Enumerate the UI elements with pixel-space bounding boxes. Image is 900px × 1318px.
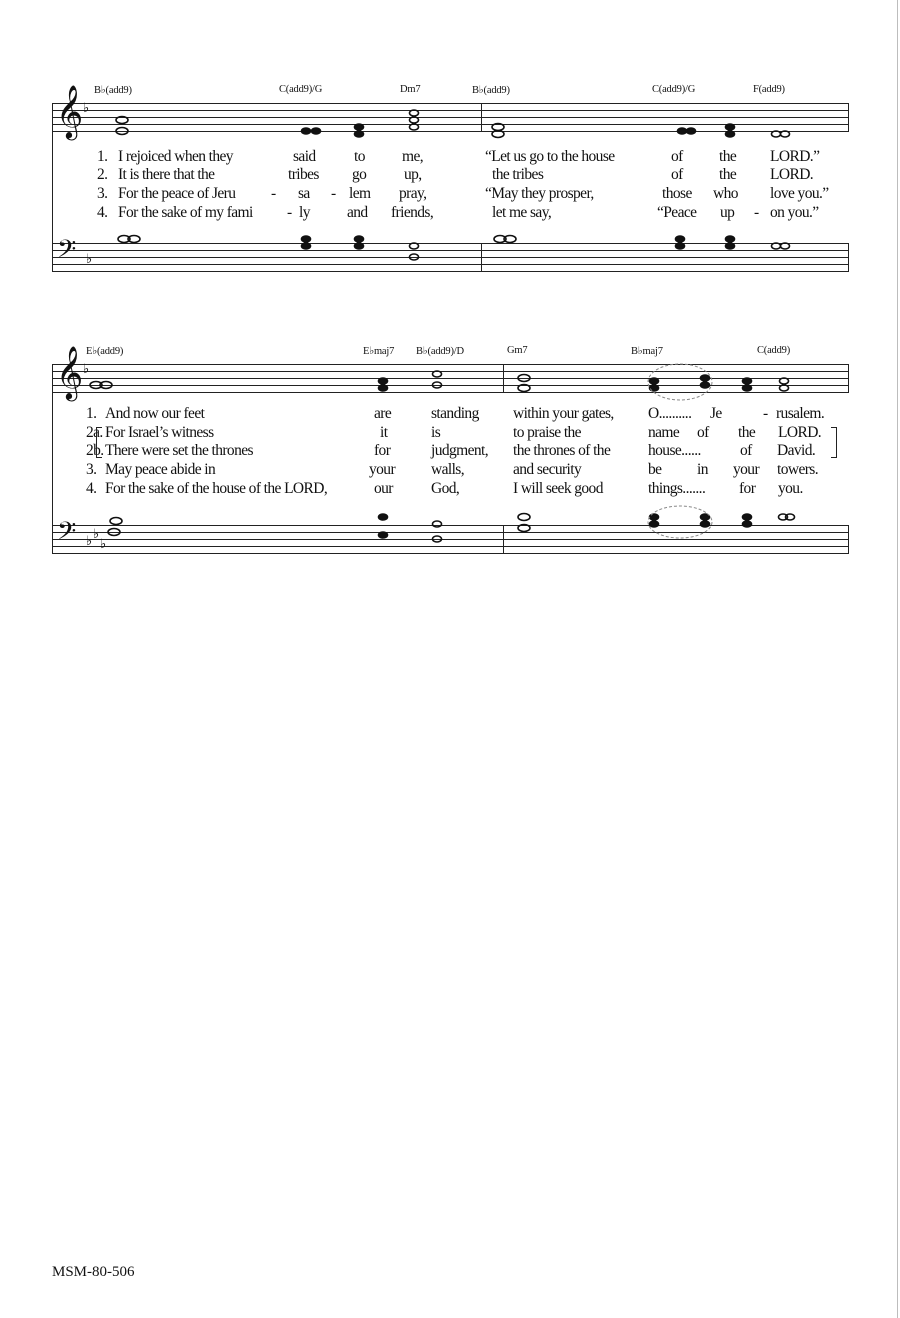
- notehead: [743, 378, 752, 391]
- key-signature-flat-icon: ♭: [93, 527, 100, 542]
- treble-clef-icon: 𝄞: [56, 345, 84, 399]
- chord-symbol: E♭maj7: [363, 346, 395, 357]
- notehead: [701, 514, 710, 527]
- notehead: [302, 236, 311, 249]
- notation-noteheads: [0, 0, 900, 600]
- lyric-syllable: LORD.”: [770, 148, 820, 165]
- chord-symbol: E♭(add9): [86, 346, 124, 357]
- verse-number: 1.: [97, 148, 108, 165]
- lyric-syllable: For the sake of my fami: [118, 204, 253, 221]
- lyric-syllable: David.: [777, 442, 816, 459]
- notehead: [726, 124, 735, 137]
- lyric-syllable: is: [431, 424, 441, 441]
- lyric-syllable: pray,: [399, 185, 427, 202]
- chord-symbol: F(add9): [753, 84, 785, 95]
- notehead: [118, 236, 140, 243]
- chord-symbol: C(add9)/G: [279, 84, 323, 95]
- lyric-syllable: rusalem.: [776, 405, 825, 422]
- notehead: [410, 243, 419, 260]
- lyric-syllable: “Peace: [657, 204, 697, 221]
- notehead: [410, 110, 419, 130]
- lyric-syllable: on you.”: [770, 204, 819, 221]
- lyric-syllable: are: [374, 405, 392, 422]
- lyric-syllable: I will seek good: [513, 480, 603, 497]
- chord-symbol: Dm7: [400, 84, 421, 95]
- lyric-syllable: the: [719, 166, 737, 183]
- lyric-syllable: judgment,: [431, 442, 489, 459]
- lyric-syllable: For the sake of the house of the LORD,: [105, 480, 328, 497]
- notehead: [494, 236, 516, 243]
- lyric-syllable: your: [369, 461, 396, 478]
- lyric-syllable: who: [713, 185, 738, 202]
- lyric-syllable: me,: [402, 148, 424, 165]
- notehead: [108, 518, 122, 536]
- notehead: [518, 514, 530, 532]
- lyric-syllable: for: [739, 480, 756, 497]
- lyric-syllable: of: [697, 424, 709, 441]
- lyric-hyphen: -: [754, 204, 759, 221]
- verse-number: 3.: [97, 185, 108, 202]
- lyric-syllable: to praise the: [513, 424, 581, 441]
- lyric-syllable: O..........: [648, 405, 692, 422]
- lyric-syllable: house......: [648, 442, 701, 459]
- lyric-syllable: There were set the thrones: [105, 442, 253, 459]
- lyric-syllable: lem: [349, 185, 371, 202]
- notehead: [678, 128, 696, 134]
- notehead: [433, 371, 442, 388]
- notehead: [772, 243, 790, 249]
- bass-clef-icon: 𝄢: [57, 235, 77, 270]
- notehead: [492, 124, 504, 138]
- lyric-syllable: and: [347, 204, 368, 221]
- lyric-hyphen: -: [331, 185, 336, 202]
- notehead: [726, 236, 735, 249]
- lyric-syllable: to: [354, 148, 365, 165]
- notehead: [355, 236, 364, 249]
- notehead: [676, 236, 685, 249]
- lyric-hyphen: -: [763, 405, 768, 422]
- lyric-syllable: the thrones of the: [513, 442, 611, 459]
- verse-number: 1.: [86, 405, 97, 422]
- lyric-syllable: up,: [404, 166, 422, 183]
- bass-clef-icon: 𝄢: [57, 517, 77, 552]
- lyric-syllable: of: [671, 166, 683, 183]
- lyric-syllable: up: [720, 204, 735, 221]
- notehead: [779, 514, 795, 520]
- lyric-syllable: the: [738, 424, 756, 441]
- publisher-code: MSM-80-506: [52, 1264, 135, 1280]
- verse-number: 4.: [86, 480, 97, 497]
- notehead: [433, 521, 442, 542]
- notehead: [355, 124, 364, 137]
- lyric-syllable: “Let us go to the house: [485, 148, 615, 165]
- notehead: [518, 375, 530, 392]
- lyric-syllable: “May they prosper,: [485, 185, 594, 202]
- lyric-syllable: standing: [431, 405, 479, 422]
- chord-symbol: Gm7: [507, 345, 528, 356]
- verse-number: 2.: [97, 166, 108, 183]
- lyric-syllable: love you.”: [770, 185, 829, 202]
- notehead: [302, 128, 321, 134]
- lyric-syllable: and security: [513, 461, 582, 478]
- lyric-syllable: friends,: [391, 204, 434, 221]
- verse-number: 4.: [97, 204, 108, 221]
- lyric-syllable: of: [671, 148, 683, 165]
- verse-number: 3.: [86, 461, 97, 478]
- key-signature-flat-icon: ♭: [83, 362, 90, 377]
- key-signature-flat-icon: ♭: [83, 101, 90, 116]
- treble-clef-icon: 𝄞: [56, 84, 84, 138]
- lyric-syllable: And now our feet: [105, 405, 205, 422]
- lyric-syllable: those: [662, 185, 692, 202]
- lyric-syllable: our: [374, 480, 393, 497]
- lyric-hyphen: -: [271, 185, 276, 202]
- notehead: [743, 514, 752, 527]
- lyric-syllable: be: [648, 461, 662, 478]
- lyric-syllable: name: [648, 424, 680, 441]
- lyric-syllable: I rejoiced when they: [118, 148, 233, 165]
- lyric-syllable: for: [374, 442, 391, 459]
- lyric-syllable: within your gates,: [513, 405, 614, 422]
- notehead: [379, 514, 388, 538]
- chord-symbol: C(add9)/G: [652, 84, 696, 95]
- lyric-syllable: For the peace of Jeru: [118, 185, 236, 202]
- notehead: [379, 378, 388, 391]
- chord-symbol: B♭(add9)/D: [416, 346, 464, 357]
- lyric-syllable: your: [733, 461, 760, 478]
- lyric-syllable: It is there that the: [118, 166, 215, 183]
- notehead: [116, 117, 128, 135]
- notehead: [90, 382, 112, 389]
- notehead: [780, 378, 789, 391]
- lyric-syllable: said: [293, 148, 316, 165]
- lyric-syllable: sa: [298, 185, 310, 202]
- verse-number: 2b.: [86, 442, 104, 459]
- lyric-hyphen: -: [287, 204, 292, 221]
- chord-symbol: B♭(add9): [94, 85, 132, 96]
- lyric-syllable: God,: [431, 480, 460, 497]
- notehead: [650, 514, 659, 527]
- notehead: [772, 131, 790, 137]
- chord-symbol: C(add9): [757, 345, 791, 356]
- lyric-syllable: in: [697, 461, 708, 478]
- lyric-syllable: let me say,: [492, 204, 552, 221]
- lyric-syllable: it: [380, 424, 388, 441]
- lyric-syllable: LORD.: [778, 424, 822, 441]
- lyric-syllable: walls,: [431, 461, 464, 478]
- lyric-syllable: go: [352, 166, 367, 183]
- chord-symbol: B♭(add9): [472, 85, 510, 96]
- lyric-syllable: May peace abide in: [105, 461, 216, 478]
- chord-symbol: B♭maj7: [631, 346, 663, 357]
- lyric-syllable: of: [740, 442, 752, 459]
- key-signature-flat-icon: ♭: [100, 537, 107, 552]
- notehead: [701, 375, 710, 388]
- lyric-syllable: the: [719, 148, 737, 165]
- lyric-syllable: you.: [778, 480, 803, 497]
- lyric-syllable: Je: [710, 405, 722, 422]
- lyric-syllable: For Israel’s witness: [105, 424, 214, 441]
- lyric-syllable: things.......: [648, 480, 706, 497]
- lyric-syllable: towers.: [777, 461, 818, 478]
- lyric-syllable: ly: [299, 204, 310, 221]
- lyric-syllable: tribes: [288, 166, 319, 183]
- key-signature-flat-icon: ♭: [86, 252, 93, 267]
- key-signature-flat-icon: ♭: [86, 534, 93, 549]
- verse-number: 2a.: [86, 424, 103, 441]
- lyric-syllable: the tribes: [492, 166, 544, 183]
- lyric-syllable: LORD.: [770, 166, 814, 183]
